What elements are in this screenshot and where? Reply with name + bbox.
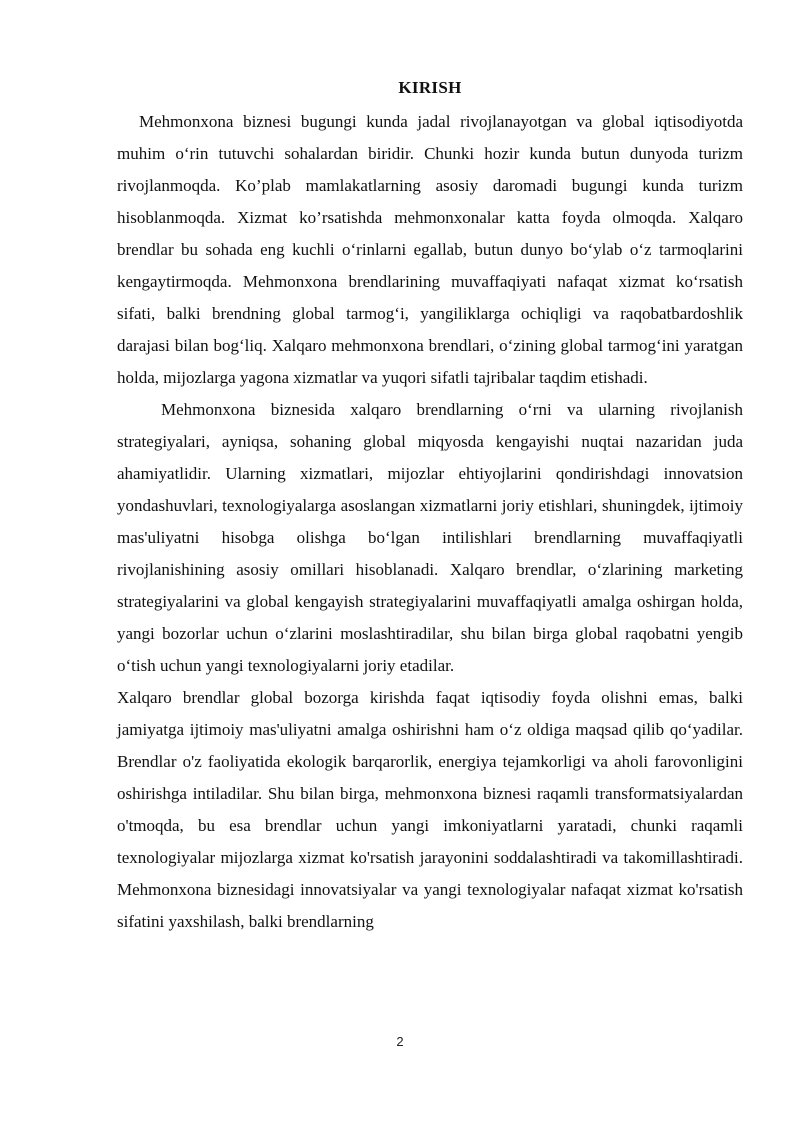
paragraph-intro: Mehmonxona biznesi bugungi kunda jadal rivojlanayotgan va global iqtisodiyotda muhim o‘rin tutuvchi sohalardan biridir. Chunki hozir kunda butun dunyoda turizm rivojlanmoqda. Ko’plab mamlakatlarning asosiy daromadi bugungi kunda turizm hisoblanmoqda. Xizmat ko’rsatishda mehmonxonalar katta foyda olmoqda. Xalqaro brendlar bu sohada eng kuchli o‘rinlarni egallab, butun dunyo bo‘ylab o‘z tarmoqlarini kengaytirmoqda. Mehmonxona brendlarining muvaffaqiyati nafaqat xizmat ko‘rsatish sifati, balki brendning global tarmog‘i, yangiliklarga ochiqligi va raqobatbardoshlik darajasi bilan bog‘liq. Xalqaro mehmonxona brendlari, o‘zining global tarmog‘ini yaratgan holda, mijozlarga yagona xizmatlar va yuqori sifatli tajribalar taqdim etishadi.: [117, 112, 743, 387]
paragraph-strategies: Mehmonxona biznesida xalqaro brendlarning o‘rni va ularning rivojlanish strategiyalari, ayniqsa, sohaning global miqyosda kengayishi nuqtai nazaridan juda ahamiyatlidir. Ularning xizmatlari, mijozlar ehtiyojlarini qondirishdagi innovatsion yondashuvlari, texnologiyalarga asoslangan xizmatlarni joriy etishlari, shuningdek, ijtimoiy mas'uliyatni hisobga olishga bo‘lgan intilishlari brendlarning muvaffaqiyatli rivojlanishining asosiy omillari hisoblanadi. Xalqaro brendlar, o‘zlarining marketing strategiyalarini va global kengayish strategiyalarini muvaffaqiyatli amalga oshirgan holda, yangi bozorlar uchun o‘zlarini moslashtiradilar, shu bilan birga global raqobatni yengib o‘tish uchun yangi texnologiyalarni joriy etadilar.: [117, 400, 743, 675]
section-title: KIRISH: [398, 78, 462, 97]
paragraph-social-responsibility: Xalqaro brendlar global bozorga kirishda faqat iqtisodiy foyda olishni emas, balki jamiyatga ijtimoiy mas'uliyatni amalga oshirishni ham o‘z oldiga maqsad qilib qo‘yadilar. Brendlar o'z faoliyatida ekologik barqarorlik, energiya tejamkorligi va aholi farovonligini oshirishga intiladilar. Shu bilan birga, mehmonxona biznesi raqamli transformatsiyalardan o'tmoqda, bu esa brendlar uchun yangi imkoniyatlarni yaratadi, chunki raqamli texnologiyalar mijozlarga xizmat ko'rsatish jarayonini soddalashtiradi va takomillashtiradi. Mehmonxona biznesidagi innovatsiyalar va yangi texnologiyalar nafaqat xizmat ko'rsatish sifatini yaxshilash, balki brendlarning: [117, 688, 743, 931]
page-number: 2: [396, 1034, 404, 1049]
page-content: [117, 74, 743, 938]
